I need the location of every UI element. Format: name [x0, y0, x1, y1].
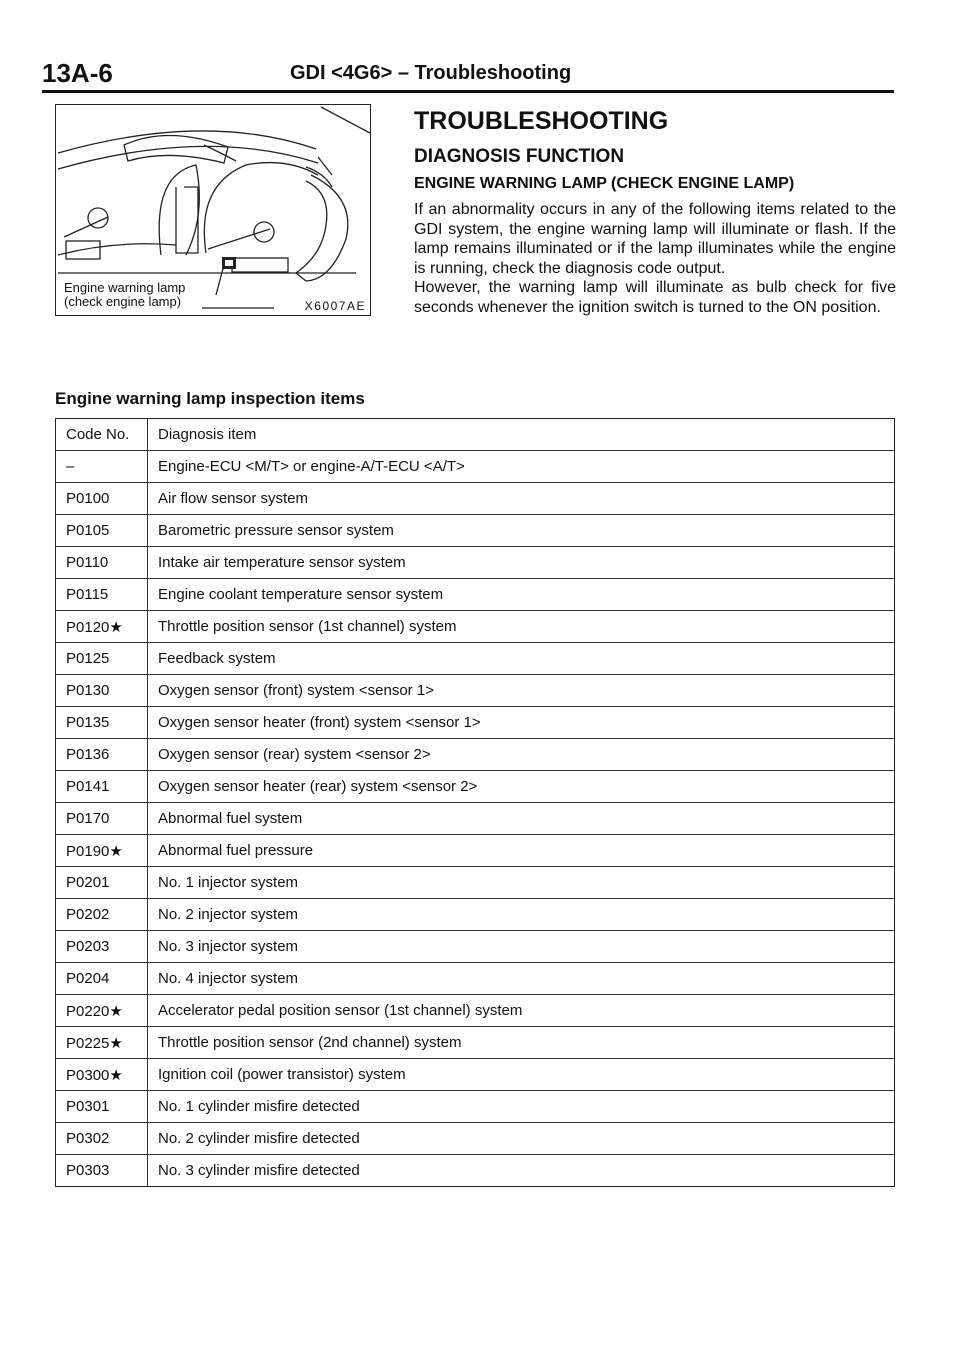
diagnosis-item-cell: Oxygen sensor heater (rear) system <sensor 2> — [148, 771, 895, 803]
diagnosis-item-cell: Oxygen sensor (rear) system <sensor 2> — [148, 739, 895, 771]
diagnosis-item-cell: Oxygen sensor (front) system <sensor 1> — [148, 675, 895, 707]
table-row — [56, 835, 895, 867]
topic-heading: ENGINE WARNING LAMP (CHECK ENGINE LAMP) — [414, 175, 795, 192]
diagnosis-item-cell: Engine-ECU <M/T> or engine-A/T-ECU <A/T> — [148, 451, 895, 483]
table-row — [56, 643, 895, 675]
code-cell: P0136 — [56, 739, 148, 771]
header-code: Code No. — [56, 419, 148, 451]
code-cell: P0141 — [56, 771, 148, 803]
diagnosis-item-cell: No. 1 injector system — [148, 867, 895, 899]
table-row — [56, 675, 895, 707]
table-row — [56, 899, 895, 931]
section-heading: TROUBLESHOOTING — [414, 107, 669, 135]
code-cell: P0170 — [56, 803, 148, 835]
figure-code: X6007AE — [304, 299, 366, 313]
paragraph-abnormality: If an abnormality occurs in any of the following items related to the GDI system, the engine warning lamp will illuminate or flash. If the lamp remains illuminated or if the lamp illuminates while the engine is running, check the diagnosis code output. — [414, 201, 896, 277]
diagnosis-item-cell: Feedback system — [148, 643, 895, 675]
diagnosis-item-cell: No. 4 injector system — [148, 963, 895, 995]
table-row — [56, 547, 895, 579]
table-row — [56, 579, 895, 611]
table-row — [56, 931, 895, 963]
table-row — [56, 1027, 895, 1059]
code-cell: P0125 — [56, 643, 148, 675]
figure-label: Engine warning lamp (check engine lamp) — [64, 280, 186, 309]
diagnosis-item-cell: Abnormal fuel pressure — [148, 835, 895, 867]
code-cell: P0110 — [56, 547, 148, 579]
code-cell: P0105 — [56, 515, 148, 547]
code-cell: P0100 — [56, 483, 148, 515]
diagnosis-item-cell: No. 3 injector system — [148, 931, 895, 963]
table-row — [56, 995, 895, 1027]
code-cell: P0302 — [56, 1123, 148, 1155]
code-cell: P0202 — [56, 899, 148, 931]
diagnosis-item-cell: Barometric pressure sensor system — [148, 515, 895, 547]
table-row — [56, 611, 895, 643]
inspection-items-table — [55, 418, 895, 1187]
code-cell: P0203 — [56, 931, 148, 963]
subsection-heading: DIAGNOSIS FUNCTION — [414, 146, 625, 167]
code-cell: P0204 — [56, 963, 148, 995]
table-row — [56, 803, 895, 835]
diagnosis-item-cell: Ignition coil (power transistor) system — [148, 1059, 895, 1091]
diagnosis-item-cell: Oxygen sensor heater (front) system <sensor 1> — [148, 707, 895, 739]
table-row — [56, 867, 895, 899]
table-row — [56, 771, 895, 803]
diagnosis-item-cell: No. 2 injector system — [148, 899, 895, 931]
table-header-row — [56, 419, 895, 451]
diagnosis-item-cell: No. 2 cylinder misfire detected — [148, 1123, 895, 1155]
code-cell: P0225★ — [56, 1027, 148, 1059]
engine-warning-lamp-icon — [222, 257, 236, 269]
diagnosis-item-cell: Accelerator pedal position sensor (1st channel) system — [148, 995, 895, 1027]
code-cell: P0303 — [56, 1155, 148, 1187]
code-cell: P0130 — [56, 675, 148, 707]
code-cell: P0135 — [56, 707, 148, 739]
code-cell: P0220★ — [56, 995, 148, 1027]
table-row — [56, 451, 895, 483]
table-row — [56, 1155, 895, 1187]
troubleshooting-content — [414, 106, 896, 317]
diagnosis-item-cell: Throttle position sensor (1st channel) system — [148, 611, 895, 643]
diagnosis-item-cell: Air flow sensor system — [148, 483, 895, 515]
header-divider — [42, 90, 894, 93]
header-item: Diagnosis item — [148, 419, 895, 451]
page-title: GDI <4G6> – Troubleshooting — [290, 62, 572, 84]
code-cell: P0300★ — [56, 1059, 148, 1091]
page-header — [42, 58, 894, 92]
code-cell: P0120★ — [56, 611, 148, 643]
table-row — [56, 963, 895, 995]
diagnosis-item-cell: Intake air temperature sensor system — [148, 547, 895, 579]
table-row — [56, 515, 895, 547]
code-cell: P0190★ — [56, 835, 148, 867]
diagnosis-item-cell: Engine coolant temperature sensor system — [148, 579, 895, 611]
paragraph-bulb-check: However, the warning lamp will illuminate as bulb check for five seconds whenever the ignition switch is turned to the ON position. — [414, 279, 896, 316]
diagnosis-item-cell: No. 3 cylinder misfire detected — [148, 1155, 895, 1187]
table-title: Engine warning lamp inspection items — [55, 389, 365, 408]
table-row — [56, 1091, 895, 1123]
code-cell: – — [56, 451, 148, 483]
code-cell: P0301 — [56, 1091, 148, 1123]
diagnosis-item-cell: Throttle position sensor (2nd channel) system — [148, 1027, 895, 1059]
table-row — [56, 483, 895, 515]
code-cell: P0115 — [56, 579, 148, 611]
code-cell: P0201 — [56, 867, 148, 899]
diagnosis-item-cell: No. 1 cylinder misfire detected — [148, 1091, 895, 1123]
table-row — [56, 1059, 895, 1091]
table-row — [56, 707, 895, 739]
instrument-cluster-figure — [55, 104, 371, 316]
diagnosis-item-cell: Abnormal fuel system — [148, 803, 895, 835]
section-code: 13A-6 — [42, 58, 113, 88]
table-row — [56, 1123, 895, 1155]
table-row — [56, 739, 895, 771]
